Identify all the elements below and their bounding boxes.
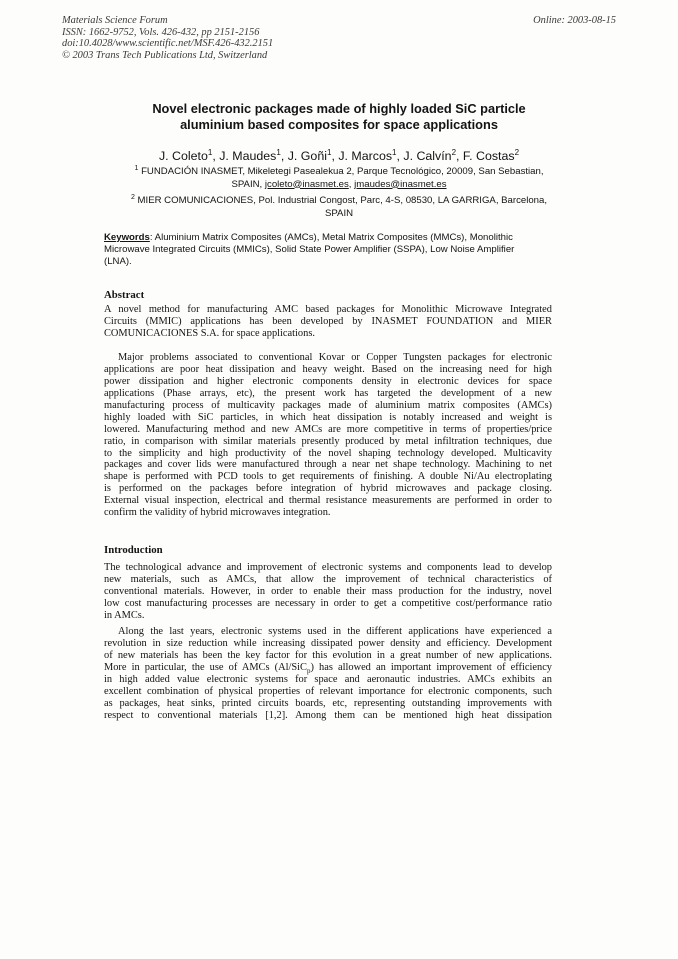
copyright-line: © 2003 Trans Tech Publications Ltd, Switzerland [62, 49, 268, 61]
title-line-2: aluminium based composites for space applications [180, 117, 498, 132]
author: J. Marcos$^1$ [338, 148, 397, 164]
abstract-heading: Abstract [104, 289, 145, 301]
abstract-paragraph-1: A novel method for manufacturing AMC based packages for Monolithic Microwave Integrated Circuits (MMIC) applications has been developed by INASMET FOUNDATION and MIER COMUNICACIONES S.A. for space applications. [104, 304, 552, 339]
affiliation-1: $^1$ FUNDACIÓN INASMET, Mikeletegi Pasealekua 2, Parque Tecnológico, 20009, San Sebastian, SPAIN, jcoleto@inasmet.es, jmaudes@inasmet.es [134, 165, 544, 190]
author: F. Costas$^2$ [462, 148, 520, 164]
doi-line: doi:10.4028/www.scientific.net/MSF.426-432.2151 [62, 38, 274, 50]
journal-header [62, 15, 616, 61]
author: J. Calvín$^2$ [403, 148, 457, 164]
email-link[interactable]: jcoleto@inasmet.es [264, 178, 349, 190]
abstract-paragraph-2: Major problems associated to conventional Kovar or Copper Tungsten packages for electronic applications are poor heat dissipation and heavy weight. Based on the increasing need for high power dissipation and higher electronic components density in electronic devices for space applications (Phase arrays, etc), the present work has targeted the development of a new manufacturing process of multicavity packages made of aluminium matrix composites (AMCs) highly loaded with SiC particles, in which heat dissipation is notably increased and weight is lowered. Manufacturing method and new AMCs are more competitive in terms of properties/price ratio, in comparison with similar materials presently produced by metal infiltration techniques, due to the simplicity and high productivity of the novel shaping technology developed. Multicavity packages and cover lids were manufactured through a near net shape technology. Machining to net shape is performed with PCD tools to get requirements of finishing. A double Ni/Au electroplating is performed on the packages before integration of hybrid microwaves and package closing. External visual inspection, electrical and thermal resistance measurements are performed in order to confirm the validity of hybrid microwaves integration. [104, 352, 552, 519]
author: J. Coleto$^1$ [158, 148, 213, 164]
title-line-1: Novel electronic packages made of highly loaded SiC particle [152, 101, 526, 116]
author-list: J. Coleto$^1$, J. Maudes$^1$, J. Goñi$^1$, J. Marcos$^1$, J. Calvín$^2$, F. Costas$^2$ [158, 148, 520, 164]
author: J. Maudes$^1$ [219, 148, 281, 164]
introduction-paragraph-2: Along the last years, electronic systems used in the different applications have experienced a revolution in size reduction while increasing dissipated power density and efficiency. Development of new materials has been the key factor for this evolution in a great number of new applications. More in particular, the use of AMCs (Al/SiC$_p$) has allowed an important improvement of efficiency in high added value electronic systems for space and aeronautic industries. AMCs exhibits an excellent combination of physical properties of relevant importance for electronic components, such as packages, heat sinks, printed circuits boards, etc, representing outstanding improvements with respect to conventional materials [1,2]. Among them can be mentioned high heat dissipation [104, 626, 552, 721]
paper-title [100, 101, 578, 133]
introduction-paragraph-1: The technological advance and improvement of electronic systems and components lead to develop new materials, such as AMCs, that allow the improvement of technical characteristics of conventional materials. However, in order to enable their mass production for the industry, novel low cost manufacturing processes are necessary in order to get a competitive cost/performance ratio in AMCs. [104, 562, 552, 621]
affiliation-2: $^2$ MIER COMUNICACIONES, Pol. Industrial Congost, Parc, 4-S, 08530, LA GARRIGA, Barcelona, SPAIN [130, 194, 548, 219]
online-date: Online: 2003-08-15 [533, 15, 616, 26]
keywords-label: Keywords [104, 232, 150, 243]
author: J. Goñi$^1$ [287, 148, 332, 164]
issn-line: ISSN: 1662-9752, Vols. 426-432, pp 2151-2156 [62, 26, 260, 38]
introduction-heading: Introduction [104, 544, 163, 556]
email-link[interactable]: jmaudes@inasmet.es [354, 178, 447, 190]
journal-name: Materials Science Forum [62, 15, 168, 26]
keywords-block: Keywords: Aluminium Matrix Composites (AMCs), Metal Matrix Composites (MMCs), Monolithic Microwave Integrated Circuits (MMICs), Solid State Power Amplifier (SSPA), Low Noise Amplifier (LNA). [104, 232, 515, 267]
